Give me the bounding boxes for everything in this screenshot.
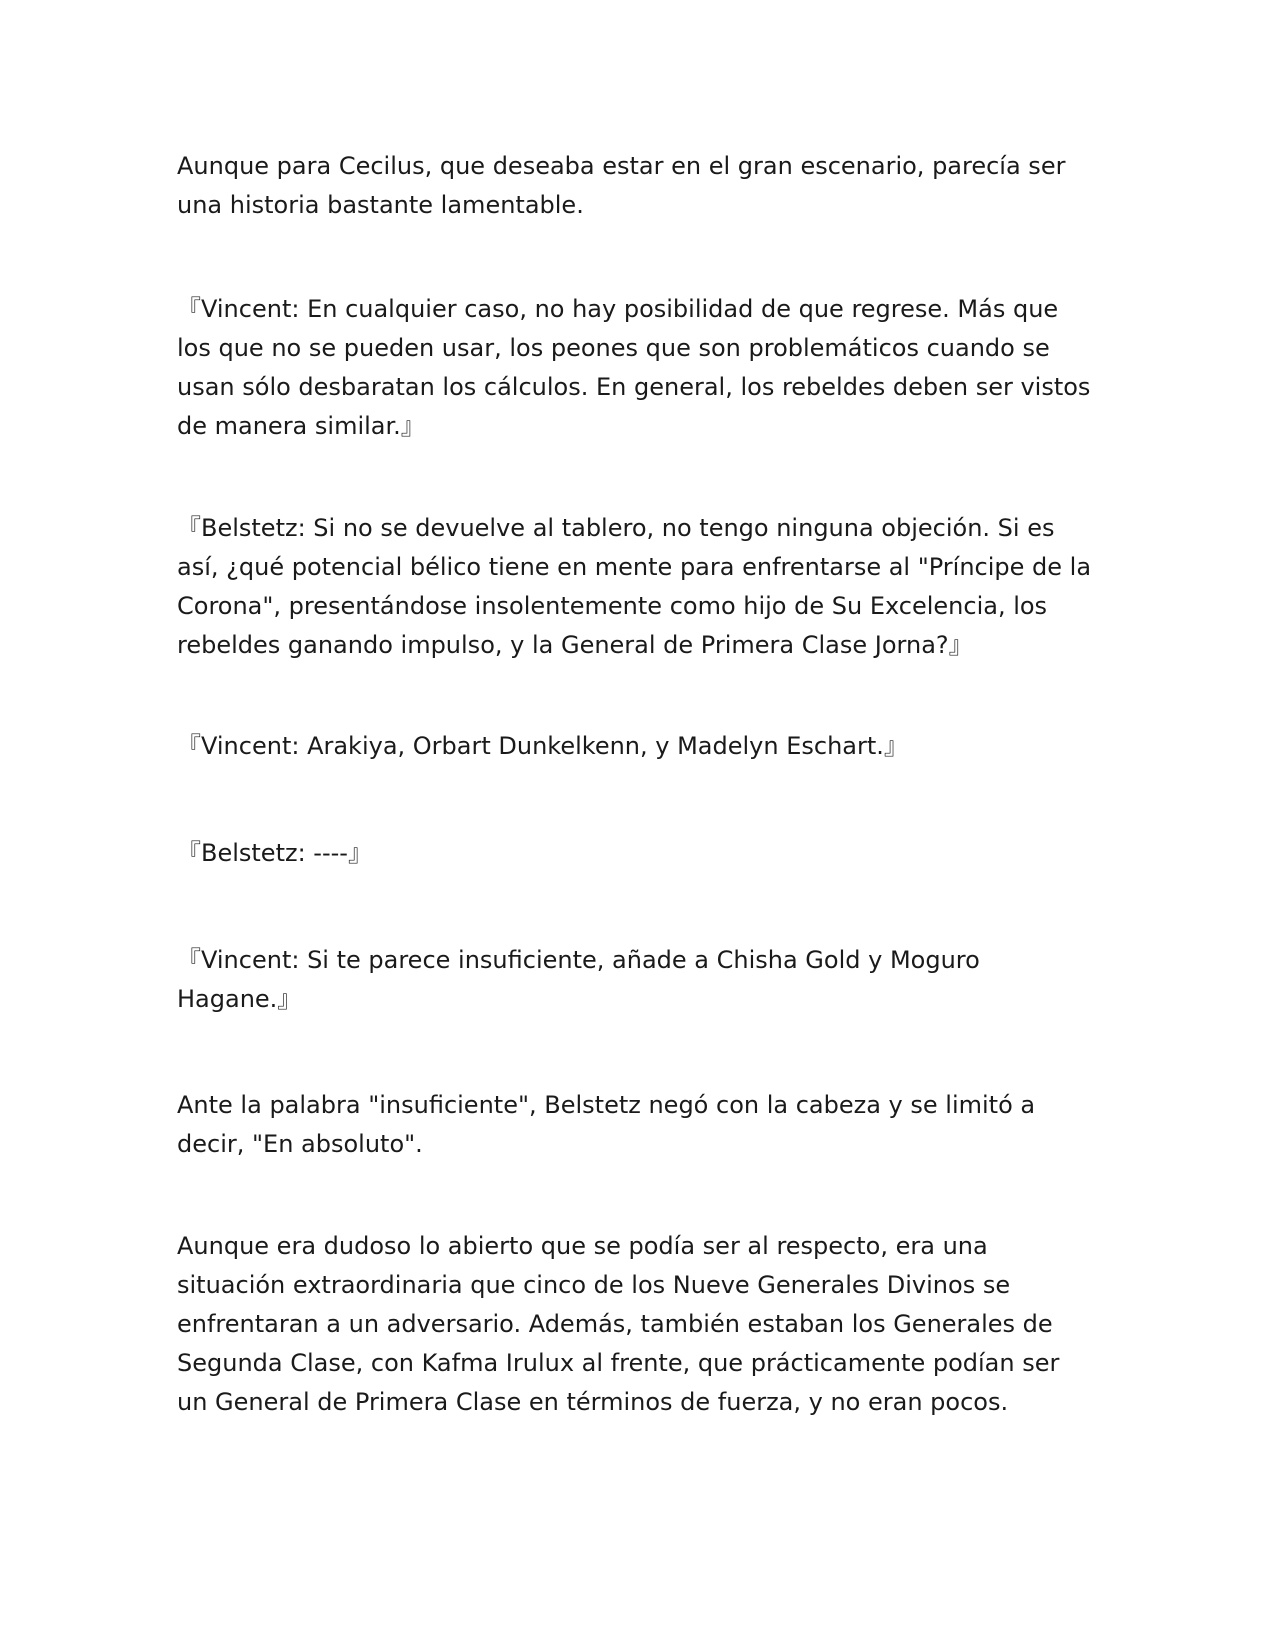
- paragraph-narration-belstetz: Ante la palabra "insuficiente", Belstetz negó con la cabeza y se limitó a decir, "En absoluto".: [177, 1091, 1036, 1158]
- paragraph-narration-cecilus: Aunque para Cecilus, que deseaba estar en el gran escenario, parecía ser una historia bastante lamentable.: [177, 152, 1066, 219]
- paragraph-dialogue-vincent-3: 『Vincent: Si te parece insuficiente, añade a Chisha Gold y Moguro Hagane.』: [177, 946, 980, 1013]
- paragraph-dialogue-belstetz-1: 『Belstetz: Si no se devuelve al tablero, no tengo ninguna objeción. Si es así, ¿qué potencial bélico tiene en mente para enfrentarse al "Príncipe de la Corona", presentándose insolentemente como hijo de Su Excelencia, los rebeldes ganando impulso, y la General de Primera Clase Jorna?』: [177, 514, 1092, 659]
- paragraph-narration-generals: Aunque era dudoso lo abierto que se podía ser al respecto, era una situación extraordinaria que cinco de los Nueve Generales Divinos se enfrentaran a un adversario. Además, también estaban los Generales de Segunda Clase, con Kafma Irulux al frente, que prácticamente podían ser un General de Primera Clase en términos de fuerza, y no eran pocos.: [177, 1232, 1060, 1416]
- paragraph-dialogue-vincent-2: 『Vincent: Arakiya, Orbart Dunkelkenn, y Madelyn Eschart.』: [177, 732, 908, 760]
- paragraph-dialogue-belstetz-2: 『Belstetz: ----』: [177, 839, 372, 867]
- paragraph-dialogue-vincent-1: 『Vincent: En cualquier caso, no hay posibilidad de que regrese. Más que los que no se pueden usar, los peones que son problemáticos cuando se usan sólo desbaratan los cálculos. En general, los rebeldes deben ser vistos de manera similar.』: [177, 295, 1091, 440]
